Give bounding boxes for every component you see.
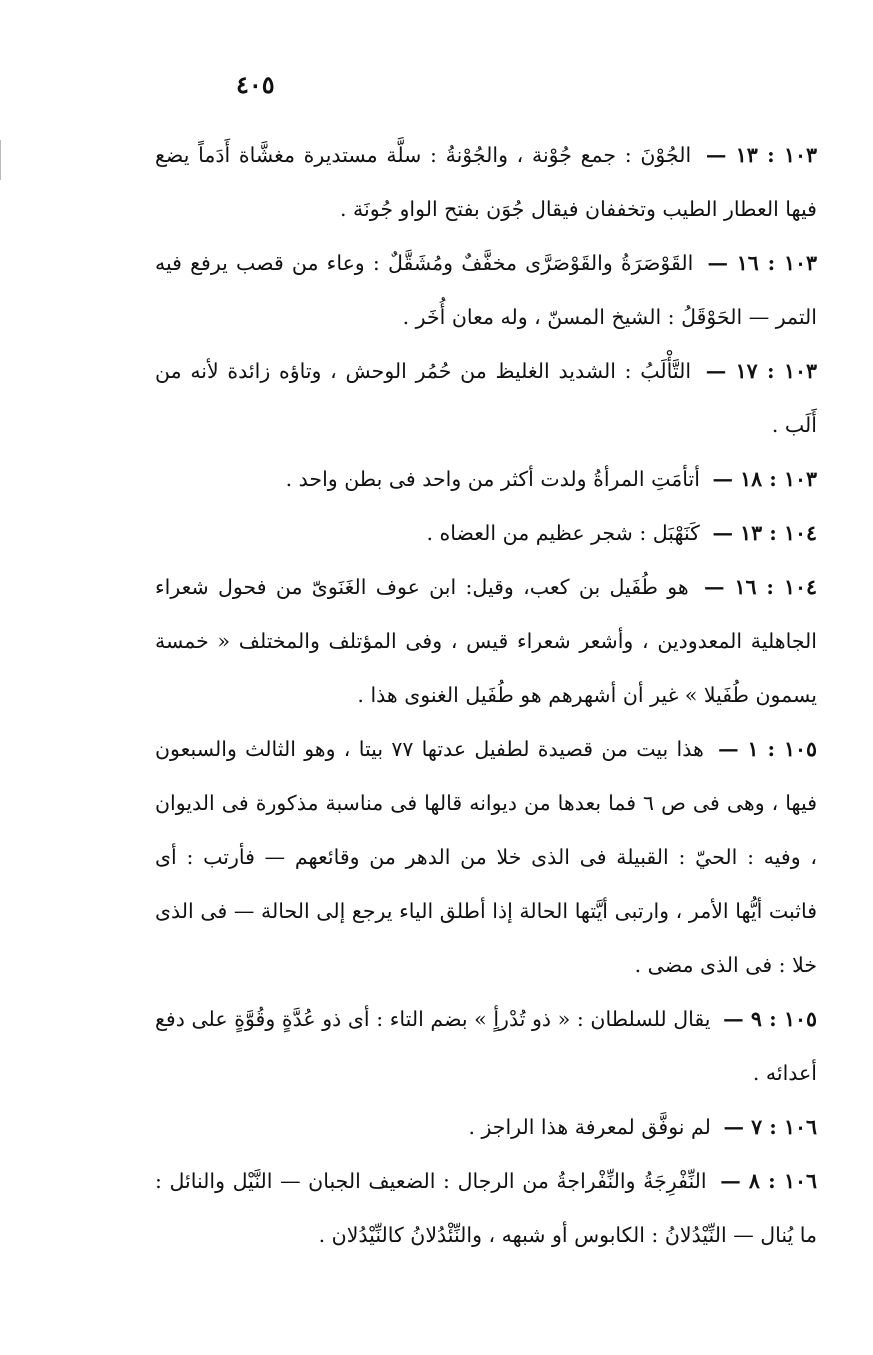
note-entry <box>155 128 817 236</box>
note-text: أتأمَتِ المرأةُ ولدت أكثر من واحد فى بطن واحد . <box>285 467 700 491</box>
note-entry <box>155 236 817 344</box>
note-text: القَوْصَرَةُ والقَوْصَرَّى مخفَّفٌ ومُشَقَّلٌ : وعاء من قصب يرفع فيه التمر — الحَوْقَلُ : الشيخ المسنّ ، وله معان أُخَر . <box>155 251 817 329</box>
scan-edge-mark <box>0 140 1 180</box>
note-entry <box>155 560 817 722</box>
page-number: ٤٠٥ <box>236 70 275 99</box>
note-entry <box>155 506 817 560</box>
note-reference: ١٠٥ : ١ — <box>718 737 817 761</box>
note-reference: ١٠٦ : ٧ — <box>723 1115 817 1139</box>
note-reference: ١٠٣ : ١٧ — <box>705 359 818 383</box>
note-entry <box>155 1100 817 1154</box>
note-entry <box>155 722 817 992</box>
note-text: لم نوفَّق لمعرفة هذا الراجز . <box>468 1115 711 1139</box>
note-reference: ١٠٣ : ١٣ — <box>705 143 817 167</box>
note-text: هو طُفَيل بن كعب، وقيل: ابن عوف الغَنَوىّ من فحول شعراء الجاهلية المعدودين ، وأشعر شعراء قيس ، وفى المؤتلف والمختلف « خمسة يسمون طُفَيلا » غير أن أشهرهم هو طُفَيل الغنوى هذا . <box>155 575 817 707</box>
note-reference: ١٠٦ : ٨ — <box>720 1169 818 1193</box>
note-entry <box>155 452 817 506</box>
note-entry <box>155 344 817 452</box>
note-entry <box>155 992 817 1100</box>
note-entry <box>155 1154 817 1262</box>
note-text: التَّأْلَبُ : الشديد الغليظ من حُمُر الوحش ، وتاؤه زائدة لأنه من أَلَب . <box>155 359 817 437</box>
note-reference: ١٠٣ : ١٦ — <box>707 251 817 275</box>
note-text: هذا بيت من قصيدة لطفيل عدتها ٧٧ بيتا ، وهو الثالث والسبعون فيها ، وهى فى ص ٦ فما بعدها من ديوانه قالها فى مناسبة مذكورة فى الديوان ، وفيه : الحيّ : القبيلة فى الذى خلا من الدهر من وقائعهم — فأرتب : أى فاثبت أيُّها الأمر ، وارتبى أيَّتها الحالة إذا أطلق الياء يرجع إلى الحالة — فى الذى خلا : فى الذى مضى . <box>155 737 817 977</box>
note-text: الجُوْنَ : جمع جُوْنة ، والجُوْنةُ : سلَّة مستديرة مغشَّاة أَدَماً يضع فيها العطار الطيب وتخففان فيقال جُوَن بفتح الواو جُونَة . <box>155 143 817 221</box>
note-text: النِّفْرِجَةُ والنِّفْراجةُ من الرجال : الضعيف الجبان — النَّيْل والنائل : ما يُنال — النِّيْدُلانُ : الكابوس أو شبهه ، والنِّئْدُلانُ كالنِّيْدُلان . <box>155 1169 817 1247</box>
note-text: كَنَهْبَل : شجر عظيم من العضاه . <box>426 521 700 545</box>
notes-section <box>155 128 817 1262</box>
note-reference: ١٠٣ : ١٨ — <box>712 467 817 491</box>
note-reference: ١٠٤ : ١٦ — <box>703 575 817 599</box>
note-reference: ١٠٤ : ١٣ — <box>712 521 817 545</box>
note-reference: ١٠٥ : ٩ — <box>723 1007 817 1031</box>
note-text: يقال للسلطان : « ذو تُدْرأٍ » بضم التاء : أى ذو عُدَّةٍ وقُوَّةٍ على دفع أعدائه . <box>155 1007 817 1085</box>
